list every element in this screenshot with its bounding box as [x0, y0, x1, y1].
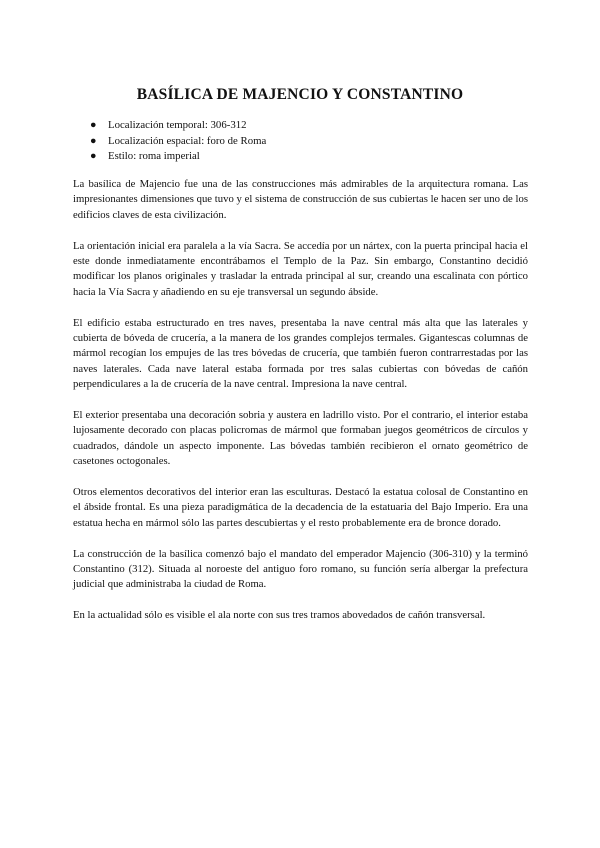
list-item-text: Localización temporal: 306-312 — [108, 119, 247, 131]
list-item — [90, 149, 266, 165]
paragraph-intro: La basílica de Majencio fue una de las construcciones más admirables de la arquitectura romana. Las impresionantes dimensiones que tuvo y el sistema de construcción de sus cubiertas le hacen ser uno de los edificios claves de esta civilización. — [73, 178, 528, 221]
paragraph-decoration: El exterior presentaba una decoración sobria y austera en ladrillo visto. Por el contrario, el interior estaba lujosamente decorado con placas policromas de mármol que formaban juegos geométricos de círculos y cuadrados, dándole un aspecto imponente. Las bóvedas también recibieron el ornato geométrico de casetones octogonales. — [73, 409, 528, 468]
bullet-icon: ● — [90, 134, 97, 147]
document-title: BASÍLICA DE MAJENCIO Y CONSTANTINO — [136, 86, 464, 103]
list-item — [90, 118, 266, 134]
paragraph-construction: La construcción de la basílica comenzó bajo el mandato del emperador Majencio (306-310) y la terminó Constantino (312). Situada al noroeste del antiguo foro romano, su función sería albergar la prefectura judicial que administraba la ciudad de Roma. — [73, 547, 528, 591]
metadata-list — [90, 118, 266, 165]
bullet-icon: ● — [90, 150, 97, 162]
bullet-icon: ● — [90, 119, 97, 131]
paragraph-structure: El edificio estaba estructurado en tres naves, presentaba la nave central más alta que las laterales y cubierta de bóveda de crucería, a la manera de los grandes complejos termales. Gigantescas columnas de mármol recogían los empujes de las tres bóvedas de crucería, que también fueron contrarrestadas por las naves laterales. Cada nave lateral estaba formada por tres salas cubiertas con bóvedas de cañón perpendiculares a la de crucería de la nave central. Impresiona la nave central. — [73, 316, 528, 391]
document-body — [73, 177, 528, 624]
paragraph-orientation: La orientación inicial era paralela a la vía Sacra. Se accedía por un nártex, con la puerta principal hacia el este donde inmediatamente encontrábamos el Templo de la Paz. Sin embargo, Constantino decidió modificar los planos originales y trasladar la entrada principal al sur, creando una escalinata con pórtico hacia la Vía Sacra y añadiendo en su eje transversal un segundo ábside. — [73, 239, 528, 298]
paragraph-present: En la actualidad sólo es visible el ala norte con sus tres tramos abovedados de cañón transversal. — [73, 609, 486, 622]
list-item — [90, 134, 266, 150]
list-item-text: Localización espacial: foro de Roma — [108, 134, 267, 147]
list-item-text: Estilo: roma imperial — [108, 150, 200, 162]
paragraph-sculptures: Otros elementos decorativos del interior eran las esculturas. Destacó la estatua colosal de Constantino en el ábside frontal. Es una pieza paradigmática de la decadencia de la estatuaria del Bajo Imperio. Era una estatua hecha en mármol sólo las partes descubiertas y el resto probablemente era de bronce dorado. — [73, 486, 528, 529]
